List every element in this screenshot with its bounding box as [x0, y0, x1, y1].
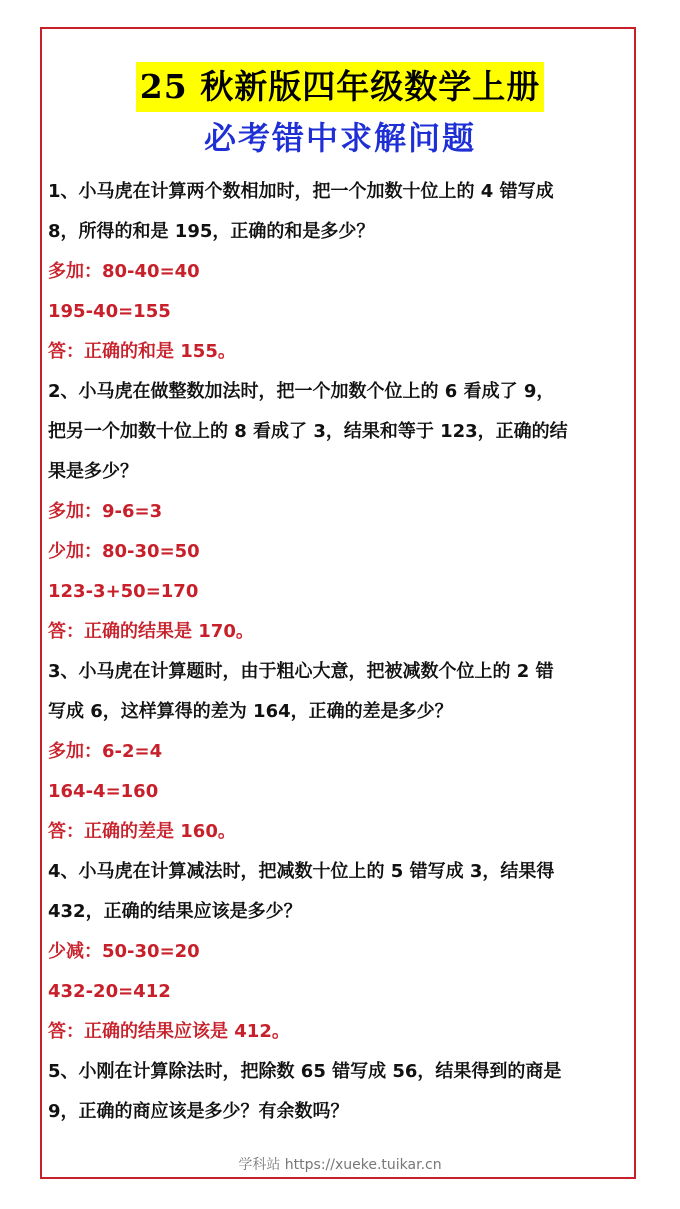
question-line: 8，所得的和是 195，正确的和是多少？	[48, 221, 375, 242]
question-line: 把另一个加数十位上的 8 看成了 3，结果和等于 123，正确的结	[48, 421, 568, 442]
answer-line: 432-20=412	[48, 981, 171, 1002]
question-line: 9，正确的商应该是多少？有余数吗？	[48, 1101, 349, 1122]
answer-line: 多加：6-2=4	[48, 741, 163, 762]
answer-line: 少减：50-30=20	[48, 941, 200, 962]
question-line: 2、小马虎在做整数加法时，把一个加数个位上的 6 看成了 9，	[48, 381, 555, 402]
answer-line: 答：正确的结果是 170。	[48, 621, 254, 642]
question-line: 4、小马虎在计算减法时，把减数十位上的 5 错写成 3，结果得	[48, 861, 555, 882]
answer-line: 195-40=155	[48, 301, 171, 322]
answer-line: 答：正确的结果应该是 412。	[48, 1021, 290, 1042]
answer-line: 164-4=160	[48, 781, 159, 802]
page-title: 25 秋新版四年级数学上册	[136, 62, 544, 112]
answer-line: 多加：9-6=3	[48, 501, 163, 522]
question-line: 果是多少？	[48, 461, 138, 482]
question-line: 1、小马虎在计算两个数相加时，把一个加数十位上的 4 错写成	[48, 181, 554, 202]
question-line: 432，正确的结果应该是多少？	[48, 901, 302, 922]
title-wrapper	[0, 62, 680, 112]
footer-watermark: 学科站 https://xueke.tuikar.cn	[238, 1157, 442, 1173]
answer-line: 答：正确的差是 160。	[48, 821, 236, 842]
answer-line: 多加：80-40=40	[48, 261, 200, 282]
answer-line: 答：正确的和是 155。	[48, 341, 236, 362]
question-line: 5、小刚在计算除法时，把除数 65 错写成 56，结果得到的商是	[48, 1061, 562, 1082]
answer-line: 123-3+50=170	[48, 581, 199, 602]
question-line: 写成 6，这样算得的差为 164，正确的差是多少？	[48, 701, 453, 722]
answer-line: 少加：80-30=50	[48, 541, 200, 562]
question-line: 3、小马虎在计算题时，由于粗心大意，把被减数个位上的 2 错	[48, 661, 554, 682]
problem-list	[48, 172, 636, 1132]
page-subtitle: 必考错中求解问题	[203, 119, 476, 157]
